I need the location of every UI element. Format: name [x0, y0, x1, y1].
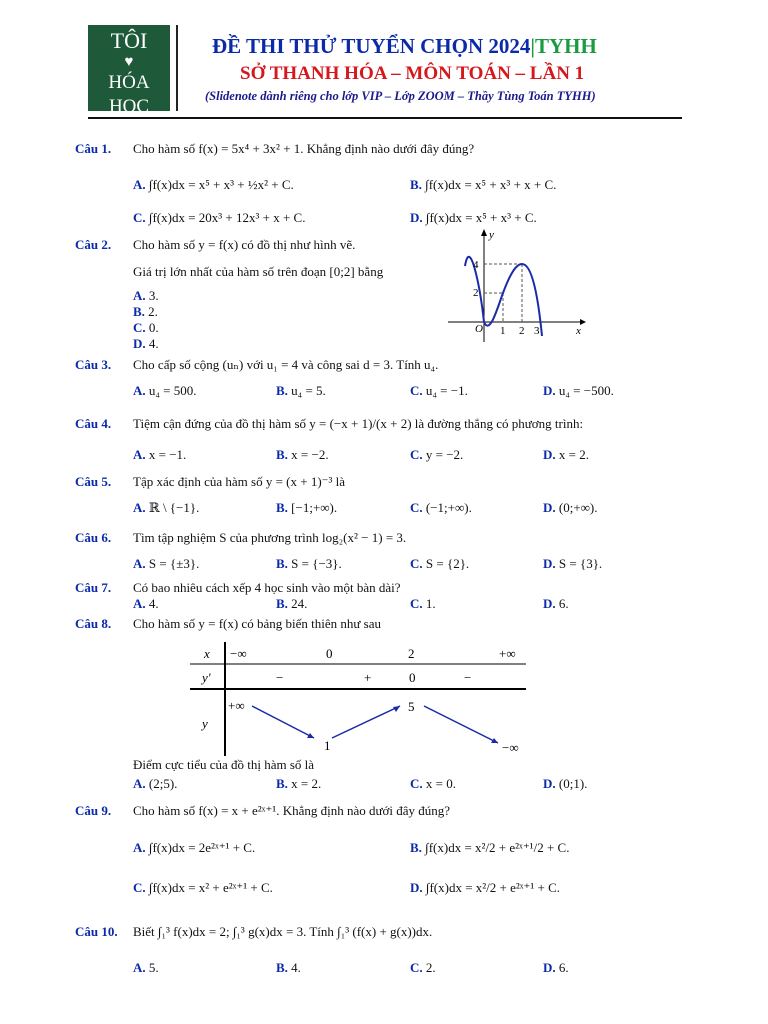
option-d[interactable]	[543, 596, 569, 612]
option-c[interactable]	[410, 556, 469, 572]
option-c[interactable]	[410, 960, 436, 976]
option-label: B.	[276, 383, 288, 398]
option-b[interactable]	[276, 447, 329, 463]
logo-line2: HÓA HỌC	[108, 72, 150, 117]
question-text: Biết ∫₁³ f(x)dx = 2; ∫₁³ g(x)dx = 3. Tính ∫₁³ (f(x) + g(x))dx.	[133, 924, 433, 939]
y-tick-label: 4	[473, 259, 479, 271]
arrow-down-1	[252, 706, 314, 738]
option-d[interactable]	[543, 960, 569, 976]
option-label: C.	[133, 880, 146, 895]
option-text: u₄ = −1.	[425, 383, 468, 398]
option-label: A.	[133, 383, 146, 398]
question-text: Tập xác định của hàm số y = (x + 1)⁻³ là	[133, 474, 346, 489]
option-text: S = {−3}.	[291, 556, 342, 571]
option-label: D.	[543, 447, 556, 462]
x-value: −∞	[230, 646, 247, 661]
x-value: 0	[326, 646, 333, 661]
option-a[interactable]	[133, 383, 197, 399]
option-label: D.	[543, 960, 556, 975]
option-text: (−1;+∞).	[425, 500, 472, 515]
option-b[interactable]	[276, 383, 326, 399]
option-label: A.	[133, 500, 146, 515]
option-text: S = {±3}.	[148, 556, 200, 571]
option-text: x = −1.	[148, 447, 187, 462]
option-a[interactable]	[133, 177, 294, 193]
option-d[interactable]	[543, 447, 589, 463]
title-main: ĐỀ THI THỬ TUYỂN CHỌN 2024	[212, 34, 531, 58]
option-text: ℝ \ {−1}.	[148, 500, 200, 515]
option-c[interactable]	[133, 880, 273, 896]
option-text: y = −2.	[425, 447, 464, 462]
option-label: B.	[410, 840, 422, 855]
option-a[interactable]	[133, 500, 199, 516]
option-a[interactable]	[133, 596, 159, 612]
option-text: 4.	[291, 960, 301, 975]
option-a[interactable]	[133, 960, 159, 976]
option-text: [−1;+∞).	[291, 500, 338, 515]
y-axis-label: y	[489, 229, 494, 241]
option-text: 5.	[148, 960, 159, 975]
option-text: ∫f(x)dx = x²/2 + e²ˣ⁺¹ + C.	[425, 880, 561, 895]
option-text: 6.	[558, 596, 569, 611]
logo-line1: TÔI	[110, 28, 148, 53]
option-text: 2.	[425, 960, 436, 975]
question-text: Cho hàm số y = f(x) có đồ thị như hình vẽ.	[133, 237, 356, 252]
heart-icon: ♥	[124, 54, 134, 70]
option-b[interactable]	[276, 556, 342, 572]
option-label: C.	[410, 776, 423, 791]
option-label: C.	[410, 960, 423, 975]
header-divider	[176, 25, 178, 111]
x-tick-label: 1	[500, 325, 506, 337]
option-a[interactable]	[133, 447, 186, 463]
option-c[interactable]	[410, 447, 463, 463]
option-text: x = 0.	[425, 776, 456, 791]
option-label: C.	[410, 500, 423, 515]
option-label: B.	[276, 960, 288, 975]
title-brand: |TYHH	[530, 34, 597, 58]
option-text: ∫f(x)dx = x⁵ + x³ + x + C.	[425, 177, 557, 192]
option-label: A.	[133, 840, 146, 855]
x-row-label: x	[204, 646, 210, 661]
option-text: x = 2.	[558, 447, 589, 462]
yp-zero: 0	[409, 670, 416, 685]
option-a[interactable]	[133, 776, 177, 792]
option-label: D.	[133, 336, 146, 351]
option-a[interactable]	[133, 840, 255, 856]
page-subtitle: SỞ THANH HÓA – MÔN TOÁN – LẦN 1	[240, 63, 585, 84]
option-b[interactable]	[276, 500, 337, 516]
option-label: D.	[543, 596, 556, 611]
option-c[interactable]	[410, 776, 456, 792]
option-text: ∫f(x)dx = 20x³ + 12x³ + x + C.	[148, 210, 306, 225]
option-label: A.	[133, 288, 146, 303]
option-d[interactable]	[410, 210, 537, 226]
option-text: u₄ = −500.	[558, 383, 614, 398]
option-label: B.	[276, 500, 288, 515]
x-axis-arrow-icon	[580, 319, 586, 325]
option-text: 2.	[148, 304, 158, 319]
option-label: B.	[276, 776, 288, 791]
option-label: B.	[133, 304, 145, 319]
option-text: u₄ = 500.	[148, 383, 197, 398]
option-label: D.	[543, 383, 556, 398]
option-text: 6.	[558, 960, 569, 975]
yp-row-label: y′	[202, 670, 211, 685]
question-text-2: Giá trị lớn nhất của hàm số trên đoạn [0;2] bằng	[133, 264, 384, 279]
option-text: u₄ = 5.	[291, 383, 326, 398]
page-note: (Slidenote dành riêng cho lớp VIP – Lớp ZOOM – Thầy Tùng Toán TYHH)	[205, 89, 596, 103]
option-c[interactable]	[133, 320, 159, 336]
option-text: 4.	[148, 596, 159, 611]
question-number: Câu 10.	[75, 924, 118, 939]
option-label: D.	[410, 880, 423, 895]
option-text: x = −2.	[291, 447, 329, 462]
question-number: Câu 3.	[75, 357, 112, 372]
question-number: Câu 9.	[75, 803, 112, 818]
option-b[interactable]	[276, 776, 321, 792]
option-label: B.	[410, 177, 422, 192]
option-d[interactable]	[543, 500, 598, 516]
question-number: Câu 4.	[75, 416, 112, 431]
y-row-label: y	[202, 716, 208, 731]
option-d[interactable]	[543, 383, 614, 399]
option-label: C.	[133, 320, 146, 335]
y-value: +∞	[228, 698, 245, 713]
option-label: B.	[276, 556, 288, 571]
x-tick-label: 3	[534, 325, 540, 337]
question-text: Tìm tập nghiệm S của phương trình log₂(x² − 1) = 3.	[133, 530, 407, 545]
option-b[interactable]	[410, 840, 569, 856]
x-value: +∞	[499, 646, 516, 661]
question-number: Câu 2.	[75, 237, 112, 252]
option-c[interactable]	[410, 383, 468, 399]
question-number: Câu 1.	[75, 141, 112, 156]
option-d[interactable]	[133, 336, 159, 352]
x-value: 2	[408, 646, 415, 661]
option-label: B.	[276, 596, 288, 611]
question-text: Cho hàm số f(x) = x + e²ˣ⁺¹. Khẳng định nào dưới đây đúng?	[133, 803, 451, 818]
y-value: −∞	[502, 740, 519, 755]
option-d[interactable]	[543, 556, 602, 572]
option-text: 24.	[291, 596, 308, 611]
option-b[interactable]	[276, 596, 307, 612]
arrow-up	[332, 706, 400, 738]
question-text: Cho cấp số cộng (uₙ) với u₁ = 4 và công sai d = 3. Tính u₄.	[133, 357, 439, 372]
page-title	[212, 34, 597, 59]
option-text: 0.	[148, 320, 159, 335]
option-label: A.	[133, 177, 146, 192]
variation-table	[190, 640, 530, 758]
arrow-down-2	[424, 706, 498, 743]
header-rule	[88, 117, 682, 119]
option-label: C.	[410, 383, 423, 398]
option-text: ∫f(x)dx = 2e²ˣ⁺¹ + C.	[148, 840, 256, 855]
option-d[interactable]	[410, 880, 560, 896]
question-number: Câu 7.	[75, 580, 112, 595]
option-text: S = {3}.	[558, 556, 603, 571]
option-text: ∫f(x)dx = x²/2 + e²ˣ⁺¹/2 + C.	[425, 840, 570, 855]
option-label: C.	[133, 210, 146, 225]
question-number: Câu 5.	[75, 474, 112, 489]
option-label: A.	[133, 776, 146, 791]
option-c[interactable]	[410, 500, 472, 516]
question-text: Cho hàm số f(x) = 5x⁴ + 3x² + 1. Khẳng định nào dưới đây đúng?	[133, 141, 475, 156]
option-text: x = 2.	[291, 776, 322, 791]
x-axis-label: x	[576, 325, 581, 337]
option-text: (0;1).	[558, 776, 588, 791]
option-label: B.	[276, 447, 288, 462]
option-b[interactable]	[276, 960, 301, 976]
y-value: 1	[324, 738, 331, 753]
option-text: (0;+∞).	[558, 500, 598, 515]
option-label: D.	[543, 556, 556, 571]
option-c[interactable]	[133, 210, 305, 226]
option-label: D.	[543, 776, 556, 791]
question-text: Có bao nhiêu cách xếp 4 học sinh vào một bàn dài?	[133, 580, 401, 595]
option-label: C.	[410, 447, 423, 462]
option-label: D.	[543, 500, 556, 515]
question-text-2: Điểm cực tiểu của đồ thị hàm số là	[133, 757, 315, 772]
y-value: 5	[408, 699, 415, 714]
yp-sign: −	[464, 670, 472, 685]
option-text: (2;5).	[148, 776, 178, 791]
option-label: C.	[410, 596, 423, 611]
option-a[interactable]	[133, 556, 199, 572]
option-text: 1.	[425, 596, 436, 611]
option-label: C.	[410, 556, 423, 571]
option-label: A.	[133, 556, 146, 571]
y-axis-arrow-icon	[481, 229, 487, 236]
option-label: D.	[410, 210, 423, 225]
option-b[interactable]	[410, 177, 556, 193]
option-text: ∫f(x)dx = x² + e²ˣ⁺¹ + C.	[148, 880, 273, 895]
question-text: Cho hàm số y = f(x) có bảng biến thiên như sau	[133, 616, 381, 631]
option-b[interactable]	[133, 304, 158, 320]
option-text: 3.	[148, 288, 159, 303]
function-graph	[440, 226, 590, 346]
option-label: A.	[133, 596, 146, 611]
option-label: A.	[133, 960, 146, 975]
logo	[88, 25, 170, 117]
question-number: Câu 6.	[75, 530, 112, 545]
option-c[interactable]	[410, 596, 436, 612]
option-label: A.	[133, 447, 146, 462]
origin-label: O	[475, 323, 483, 335]
yp-sign: +	[364, 670, 372, 685]
y-tick-label: 2	[473, 287, 479, 299]
option-text: ∫f(x)dx = x⁵ + x³ + ½x² + C.	[148, 177, 294, 192]
question-text: Tiệm cận đứng của đồ thị hàm số y = (−x + 1)/(x + 2) là đường thẳng có phương trình:	[133, 416, 584, 431]
option-text: 4.	[148, 336, 159, 351]
question-number: Câu 8.	[75, 616, 112, 631]
option-text: ∫f(x)dx = x⁵ + x³ + C.	[425, 210, 537, 225]
option-text: S = {2}.	[425, 556, 470, 571]
x-tick-label: 2	[519, 325, 525, 337]
option-a[interactable]	[133, 288, 159, 304]
option-d[interactable]	[543, 776, 587, 792]
yp-sign: −	[276, 670, 284, 685]
